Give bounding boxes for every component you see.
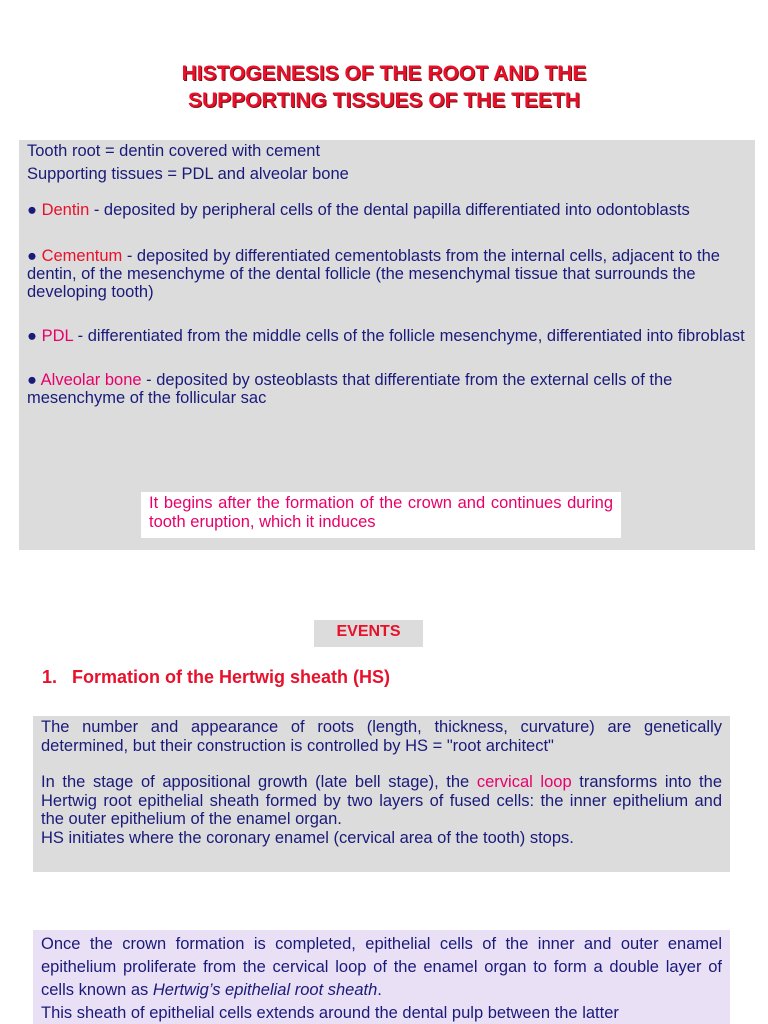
term-cementum: Cementum (41, 247, 123, 265)
section-1-title: Formation of the Hertwig sheath (HS) (72, 667, 391, 687)
hs-para-appositional-start: In the stage of appositional growth (late bell stage), the (41, 773, 477, 791)
intro-line-root: Tooth root = dentin covered with cement (27, 142, 321, 160)
title-line-1: HISTOGENESIS OF THE ROOT AND THE (181, 62, 587, 85)
term-pdl: PDL (41, 327, 74, 345)
term-alveolar-bone: Alveolar bone (40, 371, 142, 389)
rs-para-extends: This sheath of epithelial cells extends around the dental pulp between the latter (41, 1004, 619, 1022)
desc-cementum: - deposited by differentiated cementoblasts from the internal cells, adjacent to the dentin, of the mesenchyme of the dental follicle (the mesenchymal tissue that surrounds the developing tooth) (27, 247, 720, 301)
intro-box (19, 140, 755, 550)
bullet-dentin (27, 201, 747, 219)
bullet-symbol: ● (27, 201, 37, 219)
section-1-number: 1. (42, 667, 58, 687)
intro-line-supporting: Supporting tissues = PDL and alveolar bone (27, 165, 349, 183)
rs-para-crown-end: . (377, 981, 382, 999)
rs-para-crown (41, 933, 722, 1002)
term-dentin: Dentin (41, 201, 90, 219)
title-line-2: SUPPORTING TISSUES OF THE TEETH (187, 89, 581, 112)
bullet-symbol: ● (27, 371, 37, 389)
page-title (0, 60, 768, 114)
section-1-heading (42, 666, 390, 688)
hs-para-roots: The number and appearance of roots (length, thickness, curvature) are genetically determined, but their construction is controlled by HS = "root architect" (41, 718, 722, 755)
desc-alveolar-bone: - deposited by osteoblasts that differentiate from the external cells of the mesenchyme of the follicular sac (27, 371, 673, 407)
hs-para-appositional-end: transforms into the Hertwig root epithelial sheath formed by two layers of fused cells: the inner epithelium and the outer epithelium of the enamel organ. (41, 773, 722, 828)
bullet-alveolar-bone (27, 371, 747, 407)
bullet-pdl (27, 327, 747, 345)
bullet-symbol: ● (27, 327, 37, 345)
rs-para-crown-start: Once the crown formation is completed, epithelial cells of the inner and outer enamel epithelium proliferate from the cervical loop of the enamel organ to form a double layer of cells known as (41, 935, 722, 999)
root-sheath-box (33, 930, 730, 1024)
term-hertwig-root-sheath: Hertwig’s epithelial root sheath (152, 981, 378, 999)
term-cervical-loop: cervical loop (476, 773, 572, 791)
desc-pdl: - differentiated from the middle cells of the follicle mesenchyme, differentiated into fibroblast (73, 327, 745, 345)
bullet-cementum (27, 247, 747, 301)
hs-para-initiation: HS initiates where the coronary enamel (cervical area of the tooth) stops. (41, 828, 574, 847)
events-label: EVENTS (314, 620, 423, 647)
hs-para-appositional (41, 773, 722, 829)
hertwig-sheath-box (33, 716, 730, 872)
bullet-symbol: ● (27, 247, 37, 265)
callout-note: It begins after the formation of the crown and continues during tooth eruption, which it induces (141, 492, 621, 538)
desc-dentin: - deposited by peripheral cells of the dental papilla differentiated into odontoblasts (89, 201, 690, 219)
